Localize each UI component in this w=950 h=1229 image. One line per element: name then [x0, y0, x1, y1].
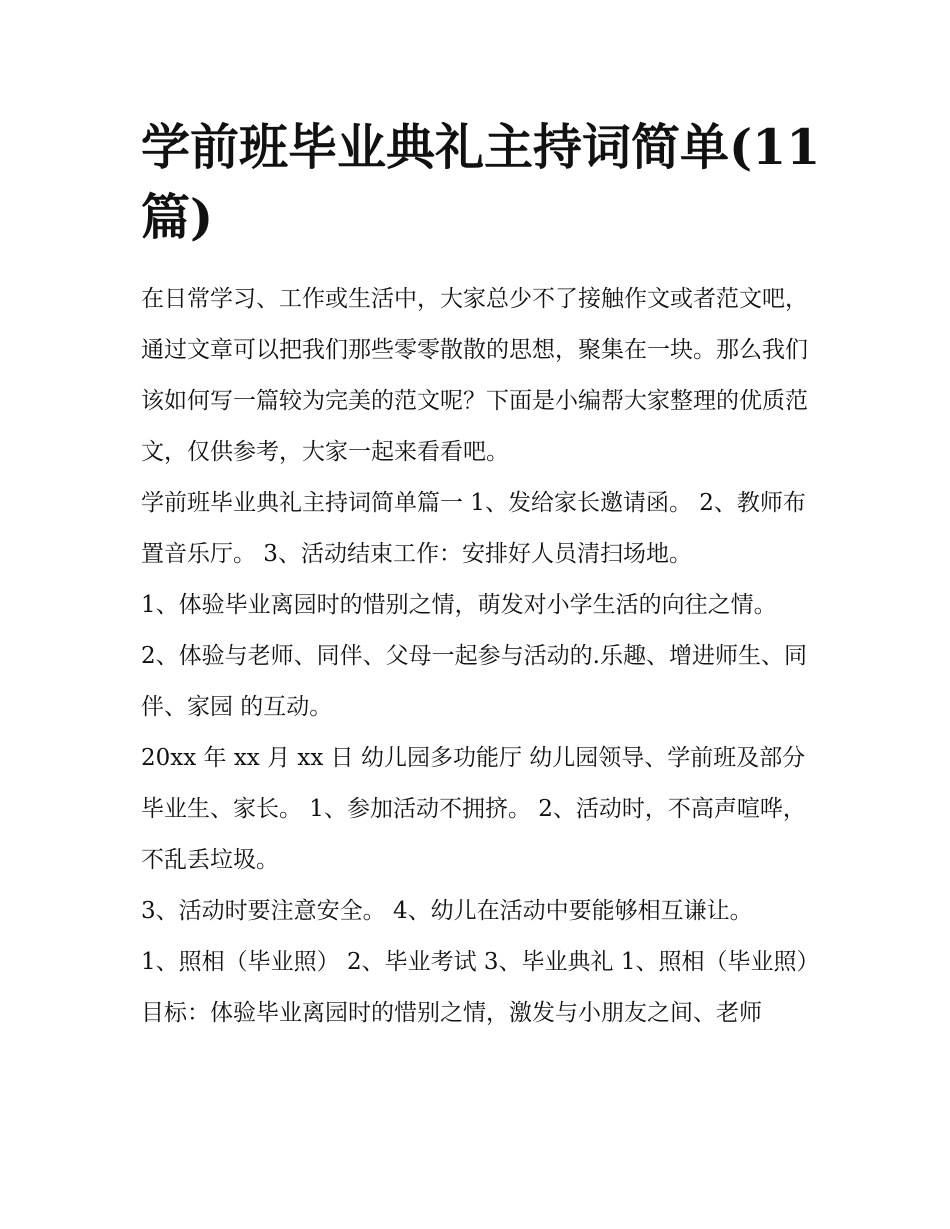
paragraph-process: 1、照相（毕业照） 2、毕业考试 3、毕业典礼 1、照相（毕业照）: [141, 949, 820, 975]
paragraph-safety: 3、活动时要注意安全。 4、幼儿在活动中要能够相互谦让。: [141, 898, 753, 924]
paragraph-preparation: 学前班毕业典礼主持词简单篇一 1、发给家长邀请函。 2、教师布置音乐厅。 3、活动结束工作：安排好人员清扫场地。: [141, 490, 806, 567]
document-page: [141, 112, 821, 1039]
paragraph-goals: 1、体验毕业离园时的惜别之情，萌发对小学生活的向往之情。 2、体验与老师、同伴、父母一起参与活动的.乐趣、增进师生、同伴、家园 的互动。: [141, 592, 807, 720]
paragraph-objective: 目标：体验毕业离园时的惜别之情，激发与小朋友之间、老师: [141, 1000, 762, 1026]
document-title: 学前班毕业典礼主持词简单(11篇): [141, 118, 821, 246]
intro-paragraph: 在日常学习、工作或生活中，大家总少不了接触作文或者范文吧，通过文章可以把我们那些零零散散的思想，聚集在一块。那么我们该如何写一篇较为完美的范文呢？下面是小编帮大家整理的优质范文，仅供参考，大家一起来看看吧。: [141, 286, 808, 465]
paragraph-time-place: 20xx 年 xx 月 xx 日 幼儿园多功能厅 幼儿园领导、学前班及部分毕业生、家长。 1、参加活动不拥挤。 2、活动时，不高声喧哗，不乱丢垃圾。: [141, 745, 806, 873]
